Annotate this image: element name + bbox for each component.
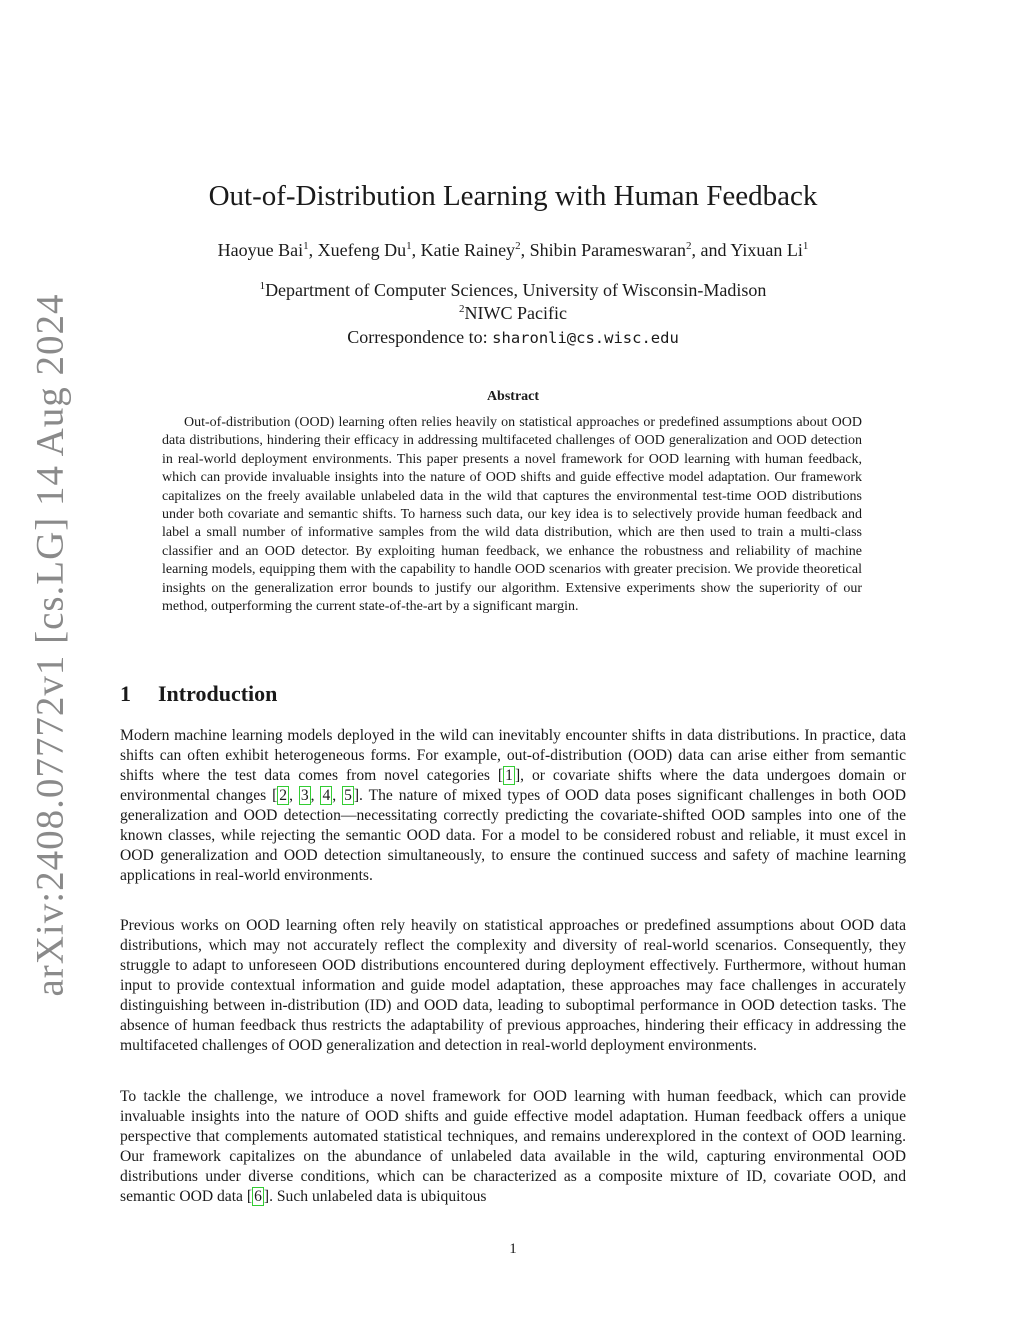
author-affil-mark: 2 (686, 240, 692, 252)
paper-title: Out-of-Distribution Learning with Human Feedback (208, 180, 818, 212)
author-affil-mark: 1 (802, 240, 809, 252)
citation-link[interactable]: 1 (505, 767, 513, 784)
author-name: Xuefeng Du (317, 240, 407, 260)
section-heading-introduction (120, 681, 277, 707)
correspondence-email[interactable]: sharonli@cs.wisc.edu (492, 329, 679, 347)
author-name: Shibin Parameswaran (529, 240, 687, 260)
citation-link[interactable]: 5 (344, 787, 352, 804)
citation-link[interactable]: 4 (322, 787, 331, 804)
correspondence-line: Correspondence to: sharonli@cs.wisc.edu (347, 327, 679, 347)
affiliation-2: $^2$NIWC Pacific (459, 303, 567, 323)
author-name: Haoyue Bai (217, 240, 304, 260)
abstract-text: Out-of-distribution (OOD) learning often relies heavily on statistical approaches or predefined assumptions about OOD data distributions, hindering their efficacy in addressing multifaceted challenges of OOD generalization and OOD detection in real-world deployment environments. This paper presents a novel framework for OOD learning with human feedback, which can provide invaluable insights into the nature of OOD shifts and guide effective model adaptation. Our framework capitalizes on the freely available unlabeled data in the wild that captures the environmental test-time OOD distributions under both covariate and semantic shifts. To harness such data, our key idea is to selectively provide human feedback and label a small number of informative samples from the wild data distribution, which are then used to train a multi-class classifier and an OOD detector. By exploiting human feedback, we enhance the robustness and reliability of machine learning models, equipping them with the capability to handle OOD scenarios with greater precision. We provide theoretical insights on the generalization error bounds to justify our algorithm. Extensive experiments show the superiority of our method, outperforming the current state-of-the-art by a significant margin. (162, 415, 862, 615)
intro-paragraph-2: Previous works on OOD learning often rely heavily on statistical approaches or predefined assumptions about OOD data distributions, which may not accurately reflect the complexity and diversity of real-world scenarios. Consequently, they struggle to adapt to unforeseen OOD distributions encountered during deployment effectively. Furthermore, without human input to provide contextual information and guide model adaptation, these approaches may face challenges in accurately distinguishing between in-distribution (ID) and OOD data, leading to suboptimal performance in OOD detection tasks. The absence of human feedback thus restricts the adaptability of previous approaches, hindering their efficacy in addressing the multifaceted challenges of OOD generalization and detection in real-world deployment environments. (120, 917, 906, 1054)
section-number: 1 (120, 681, 131, 706)
author-name: Yixuan Li (730, 240, 803, 260)
arxiv-identifier[interactable]: arXiv:2408.07772v1 [cs.LG] 14 Aug 2024 (28, 293, 72, 997)
section-title: Introduction (158, 681, 278, 706)
page-number: 1 (509, 1241, 517, 1257)
citation-link[interactable]: 3 (300, 787, 309, 804)
author-name: Katie Rainey (420, 240, 516, 260)
affiliation-1: $^1$Department of Computer Sciences, University of Wisconsin-Madison (259, 280, 767, 300)
intro-paragraph-3: To tackle the challenge, we introduce a novel framework for OOD learning with human feedback, which can provide invaluable insights into the nature of OOD shifts and guide effective model adaptation. Human feedback offers a unique perspective that complements automated statistical techniques, and remains underexplored in the context of OOD learning. Our framework capitalizes on the abundance of unlabeled data available in the wild, capturing environmental OOD distributions under diverse conditions, which can be characterized as a composite mixture of ID, covariate OOD, and semantic OOD data [ 6 ]. Such unlabeled data is ubiquitous (120, 1088, 906, 1205)
author-affil-mark: 2 (515, 240, 521, 252)
intro-paragraph-1: Modern machine learning models deployed in the wild can inevitably encounter shifts in data distributions. In practice, data shifts can often exhibit heterogeneous forms. For example, out-of-distribution (OOD) data can arise either from semantic shifts where the test data comes from novel categories [ 1 ], or covariate shifts where the data undergoes domain or environmental changes [ 2 , 3 , 4 , 5 ]. The nature of mixed types of OOD data poses significant challenges in both OOD generalization and OOD detection—necessitating correctly predicting the covariate-shifted OOD samples into one of the known classes, while rejecting the semantic OOD data. For a model to be considered robust and reliable, it must excel in OOD generalization and OOD detection simultaneously, to ensure the continued success and safety of machine learning applications in real-world environments. (120, 727, 907, 884)
author-affil-mark: 1 (406, 240, 412, 252)
abstract-heading: Abstract (486, 389, 540, 404)
author-list: Haoyue Bai$^1$, Xuefeng Du$^1$, Katie Rainey$^2$, Shibin Parameswaran$^2$, and Yixuan Li$^1$ (217, 240, 809, 260)
citation-link[interactable]: 6 (254, 1188, 262, 1205)
author-affil-mark: 1 (303, 240, 309, 252)
citation-link[interactable]: 2 (279, 787, 288, 804)
